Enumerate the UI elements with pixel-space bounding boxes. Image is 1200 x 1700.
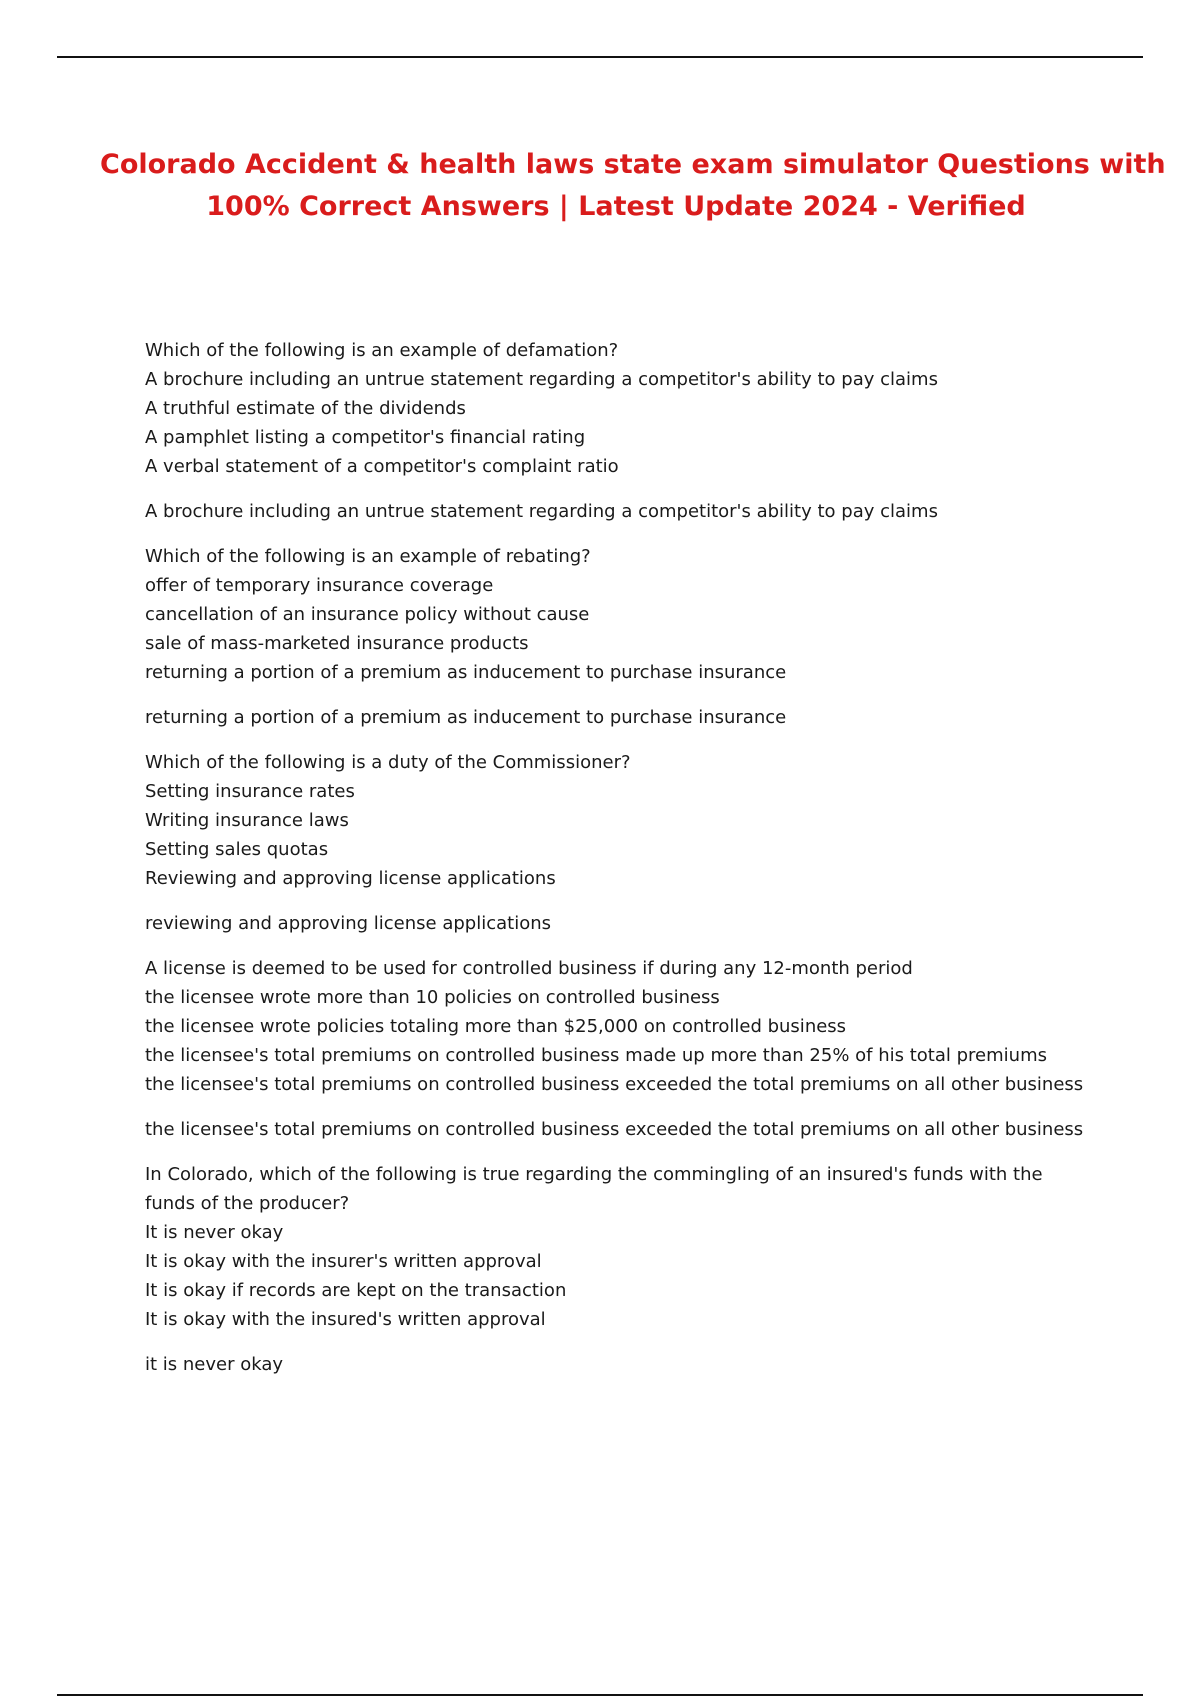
answer-text: A brochure including an untrue statement regarding a competitor's ability to pay claims [145, 501, 938, 522]
option-a: Setting insurance rates [145, 781, 355, 802]
top-rule [57, 56, 1143, 58]
option-d: returning a portion of a premium as inducement to purchase insurance [145, 662, 787, 683]
question-text-line-1: In Colorado, which of the following is true regarding the commingling of an insured's funds with the [145, 1164, 1043, 1185]
qa-item-1 [145, 336, 1145, 526]
option-d: It is okay with the insured's written approval [145, 1309, 546, 1330]
qa-item-3 [145, 748, 1145, 938]
option-c: Setting sales quotas [145, 839, 329, 860]
option-d: the licensee's total premiums on controlled business exceeded the total premiums on all other business [145, 1074, 1084, 1095]
option-c: It is okay if records are kept on the transaction [145, 1280, 567, 1301]
bottom-rule [57, 1694, 1143, 1696]
qa-item-2 [145, 542, 1145, 732]
option-c: A pamphlet listing a competitor's financial rating [145, 427, 586, 448]
question-text: A license is deemed to be used for controlled business if during any 12-month period [145, 958, 913, 979]
question-text: Which of the following is a duty of the Commissioner? [145, 752, 631, 773]
question-text-line-2: funds of the producer? [145, 1193, 350, 1214]
option-b: It is okay with the insurer's written approval [145, 1251, 542, 1272]
option-a: A brochure including an untrue statement regarding a competitor's ability to pay claims [145, 369, 938, 390]
option-b: cancellation of an insurance policy without cause [145, 604, 590, 625]
option-c: the licensee's total premiums on controlled business made up more than 25% of his total premiums [145, 1045, 1047, 1066]
question-text: Which of the following is an example of defamation? [145, 340, 619, 361]
answer-text: returning a portion of a premium as inducement to purchase insurance [145, 707, 787, 728]
option-b: Writing insurance laws [145, 810, 349, 831]
qa-content [145, 336, 1145, 1395]
document-title [100, 144, 1166, 228]
qa-item-5 [145, 1160, 1145, 1379]
question-text: Which of the following is an example of rebating? [145, 546, 591, 567]
option-a: It is never okay [145, 1222, 284, 1243]
answer-text: it is never okay [145, 1354, 284, 1375]
option-a: the licensee wrote more than 10 policies on controlled business [145, 987, 720, 1008]
option-d: Reviewing and approving license applications [145, 868, 556, 889]
option-b: A truthful estimate of the dividends [145, 398, 466, 419]
answer-text: reviewing and approving license applications [145, 913, 552, 934]
qa-item-4 [145, 954, 1145, 1144]
option-a: offer of temporary insurance coverage [145, 575, 494, 596]
option-c: sale of mass-marketed insurance products [145, 633, 529, 654]
title-line-2: 100% Correct Answers | Latest Update 2024 - Verified [206, 191, 1026, 222]
option-d: A verbal statement of a competitor's complaint ratio [145, 456, 619, 477]
answer-text: the licensee's total premiums on controlled business exceeded the total premiums on all other business [145, 1119, 1084, 1140]
title-line-1: Colorado Accident & health laws state exam simulator Questions with [100, 149, 1166, 180]
option-b: the licensee wrote policies totaling more than $25,000 on controlled business [145, 1016, 847, 1037]
